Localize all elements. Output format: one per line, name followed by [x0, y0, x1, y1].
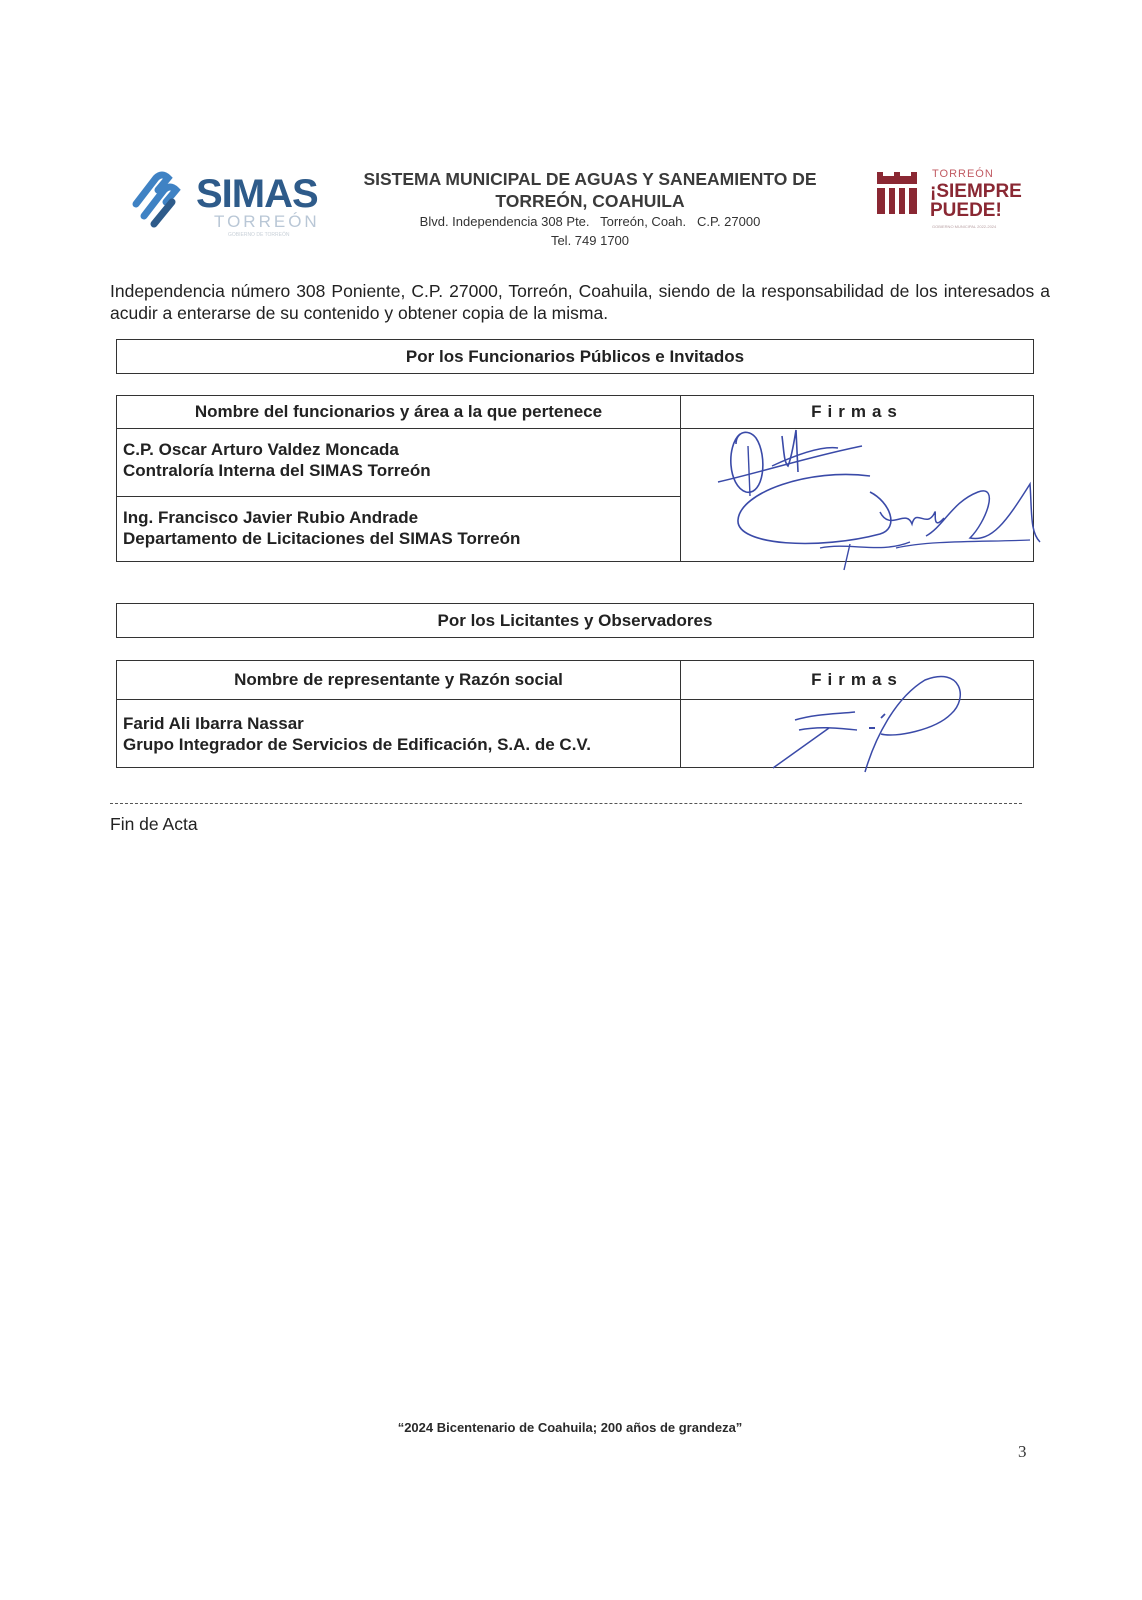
officials-col-sign-text: Firmas — [811, 402, 903, 421]
signature-ibarra — [765, 668, 975, 773]
org-title-line1: SISTEMA MUNICIPAL DE AGUAS Y SANEAMIENTO DE — [363, 169, 817, 189]
official-area: Departamento de Licitaciones del SIMAS Torreón — [123, 529, 521, 548]
torreon-logo-line2: PUEDE! — [930, 200, 1002, 221]
castle-icon — [874, 170, 920, 216]
bidders-col-sign-text: Firmas — [811, 670, 903, 689]
officials-section-title — [116, 339, 1034, 374]
official-area: Contraloría Interna del SIMAS Torreón — [123, 461, 431, 480]
org-title-line2: TORREÓN, COAHUILA — [495, 191, 685, 211]
bidders-col-name-text: Nombre de representante y Razón social — [234, 670, 563, 689]
page-number: 3 — [1018, 1442, 1027, 1461]
bidder-name: Farid Ali Ibarra Nassar — [123, 714, 304, 733]
bidders-section-title — [116, 603, 1034, 638]
torreon-logo — [874, 168, 1054, 238]
simas-logo-sub: TORREÓN — [214, 212, 320, 231]
bidders-col-name-header — [116, 660, 681, 700]
simas-logo-tagline: GOBIERNO DE TORREÓN — [228, 232, 290, 238]
bidder-company: Grupo Integrador de Servicios de Edificación, S.A. de C.V. — [123, 735, 591, 754]
simas-swirl-icon — [128, 168, 190, 230]
officials-row — [116, 496, 681, 562]
bidders-row — [116, 699, 681, 768]
org-phone: Tel. 749 1700 — [550, 233, 630, 248]
org-address: Blvd. Independencia 308 Pte. Torreón, Coah. C.P. 27000 — [419, 214, 761, 229]
official-name: Ing. Francisco Javier Rubio Andrade — [123, 508, 419, 527]
officials-row — [116, 428, 681, 497]
torreon-logo-tagline: GOBIERNO MUNICIPAL 2022-2024 — [932, 224, 997, 229]
intro-paragraph: Independencia número 308 Poniente, C.P. 27000, Torreón, Coahuila, siendo de la responsabilidad de los interesados a acudir a enterarse de su contenido y obtener copia de la misma. — [110, 281, 1050, 323]
officials-section-title-text: Por los Funcionarios Públicos e Invitados — [405, 346, 745, 366]
bidders-section-title-text: Por los Licitantes y Observadores — [437, 610, 713, 630]
org-title — [330, 168, 850, 212]
closing-divider — [110, 803, 1022, 804]
simas-logo — [128, 168, 328, 248]
signature-rubio — [730, 462, 1050, 572]
footer-motto: “2024 Bicentenario de Coahuila; 200 años de grandeza” — [397, 1420, 743, 1435]
simas-logo-word: SIMAS — [196, 172, 318, 216]
officials-col-name-text: Nombre del funcionarios y área a la que pertenece — [194, 402, 603, 421]
official-name: C.P. Oscar Arturo Valdez Moncada — [123, 440, 399, 459]
officials-col-name-header — [116, 395, 681, 429]
torreon-logo-small: TORREÓN — [932, 168, 994, 180]
torreon-logo-line1: ¡SIEMPRE — [930, 181, 1022, 202]
closing-text: Fin de Acta — [110, 814, 198, 834]
